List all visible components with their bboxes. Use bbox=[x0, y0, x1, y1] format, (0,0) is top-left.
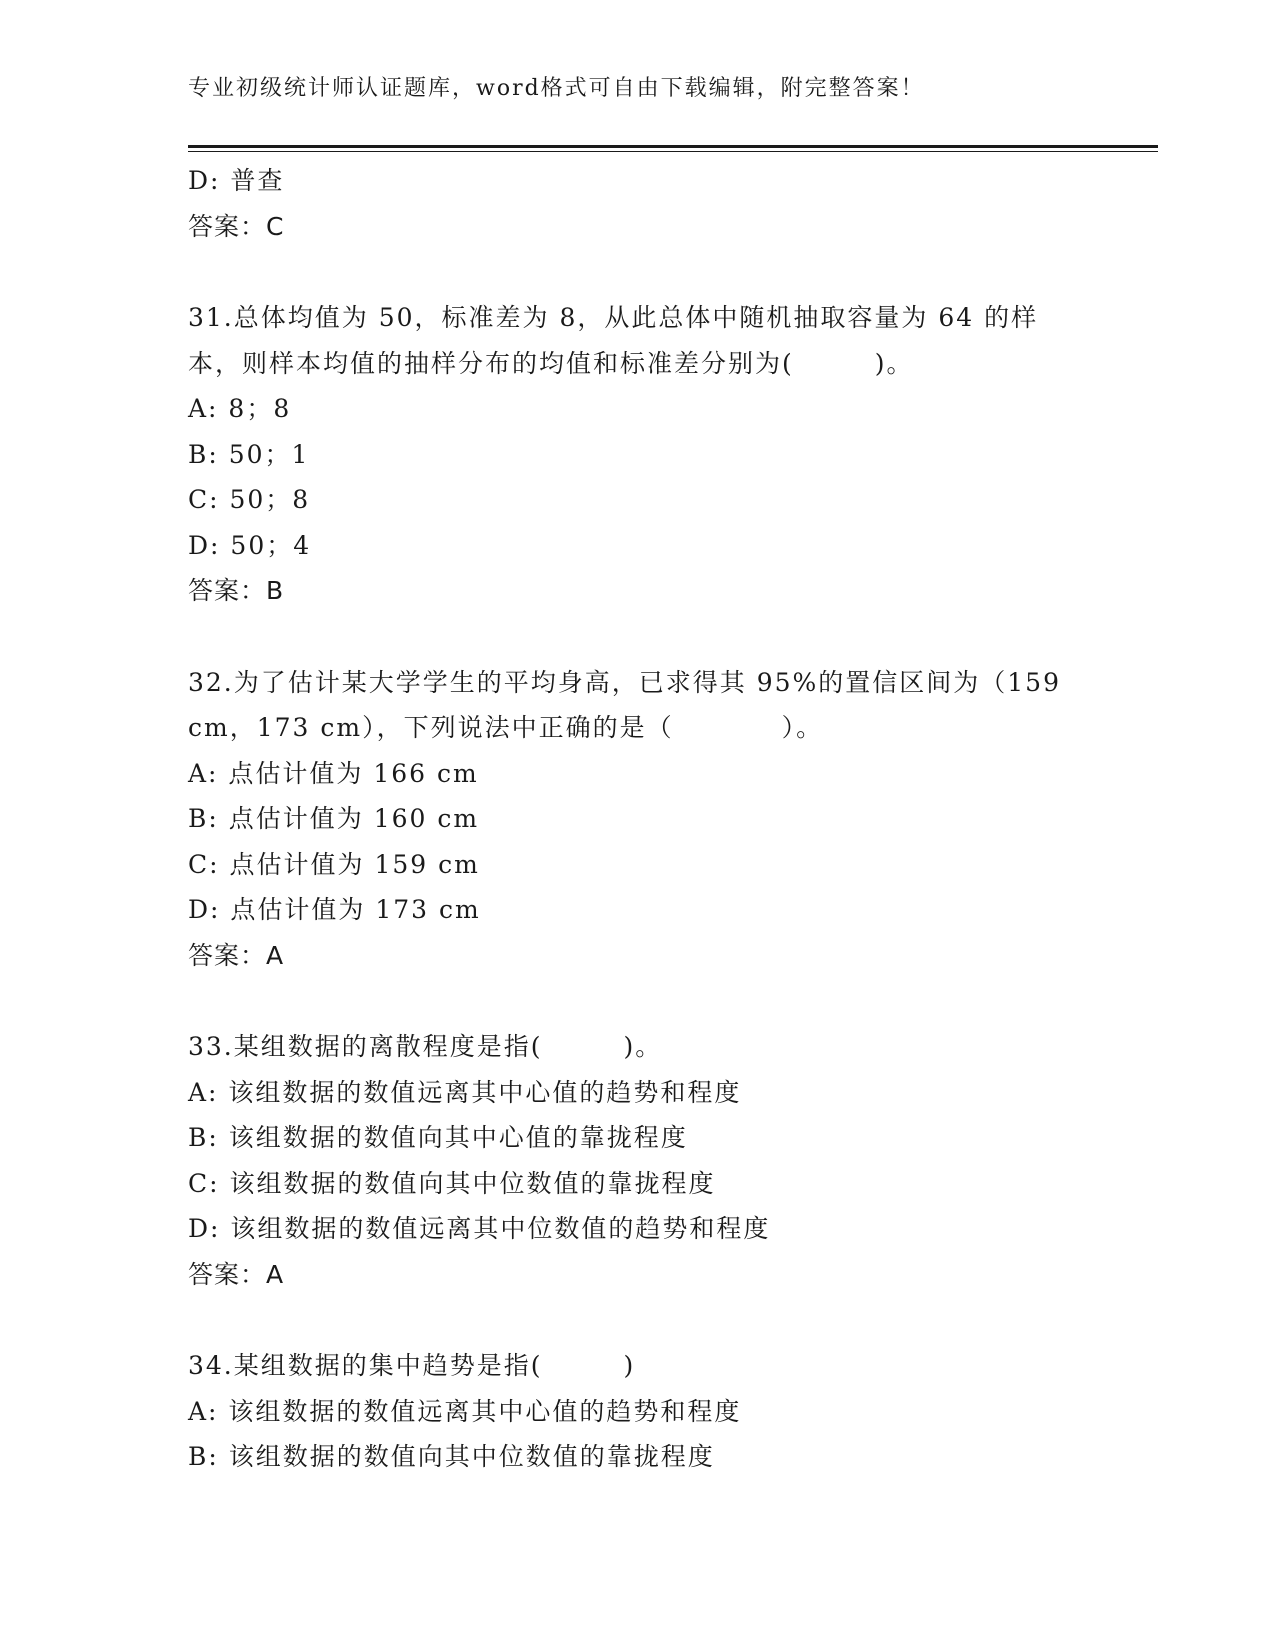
option-d: D: 50；4 bbox=[188, 530, 312, 560]
answer-label: 答案：A bbox=[188, 940, 285, 970]
question-stem-line: 32.为了估计某大学学生的平均身高，已求得其 95%的置信区间为（159 bbox=[188, 667, 1061, 697]
option-c: C: 点估计值为 159 cm bbox=[188, 849, 480, 879]
question-32 bbox=[188, 660, 1088, 979]
header-divider-thick bbox=[188, 145, 1158, 148]
option-c: C: 50；8 bbox=[188, 485, 311, 514]
question-stem-line: 31.总体均值为 50，标准差为 8，从此总体中随机抽取容量为 64 的样 bbox=[188, 303, 1039, 332]
prev-question-answer: 答案：C bbox=[188, 211, 285, 241]
option-b: B: 50；1 bbox=[188, 439, 310, 469]
option-d: D: 点估计值为 173 cm bbox=[188, 895, 481, 924]
question-stem-line: 33.某组数据的离散程度是指( )。 bbox=[188, 1032, 663, 1061]
question-31 bbox=[188, 295, 1088, 614]
question-stem-line: 34.某组数据的集中趋势是指( ) bbox=[188, 1351, 636, 1380]
header-divider-thin bbox=[188, 151, 1158, 152]
option-b: B: 该组数据的数值向其中位数值的靠拢程度 bbox=[188, 1442, 715, 1471]
question-33 bbox=[188, 1024, 1088, 1297]
option-b: B: 点估计值为 160 cm bbox=[188, 804, 480, 833]
question-stem-line: cm，173 cm），下列说法中正确的是（ ）。 bbox=[188, 713, 824, 742]
answer-label: 答案：B bbox=[188, 576, 285, 605]
page-header: 专业初级统计师认证题库，word格式可自由下载编辑，附完整答案！ bbox=[188, 76, 925, 101]
option-d: D: 该组数据的数值远离其中位数值的趋势和程度 bbox=[188, 1214, 771, 1243]
question-stem-line: 本，则样本均值的抽样分布的均值和标准差分别为( )。 bbox=[188, 348, 914, 378]
question-34 bbox=[188, 1343, 1088, 1480]
prev-question-option-d: D: 普查 bbox=[188, 166, 285, 195]
option-a: A: 8；8 bbox=[188, 394, 292, 423]
answer-label: 答案：A bbox=[188, 1259, 285, 1289]
option-c: C: 该组数据的数值向其中位数值的靠拢程度 bbox=[188, 1168, 716, 1198]
option-a: A: 点估计值为 166 cm bbox=[188, 758, 479, 788]
option-a: A: 该组数据的数值远离其中心值的趋势和程度 bbox=[188, 1396, 742, 1426]
question-list bbox=[188, 158, 1088, 1480]
option-b: B: 该组数据的数值向其中心值的靠拢程度 bbox=[188, 1123, 688, 1152]
option-a: A: 该组数据的数值远离其中心值的趋势和程度 bbox=[188, 1077, 742, 1107]
